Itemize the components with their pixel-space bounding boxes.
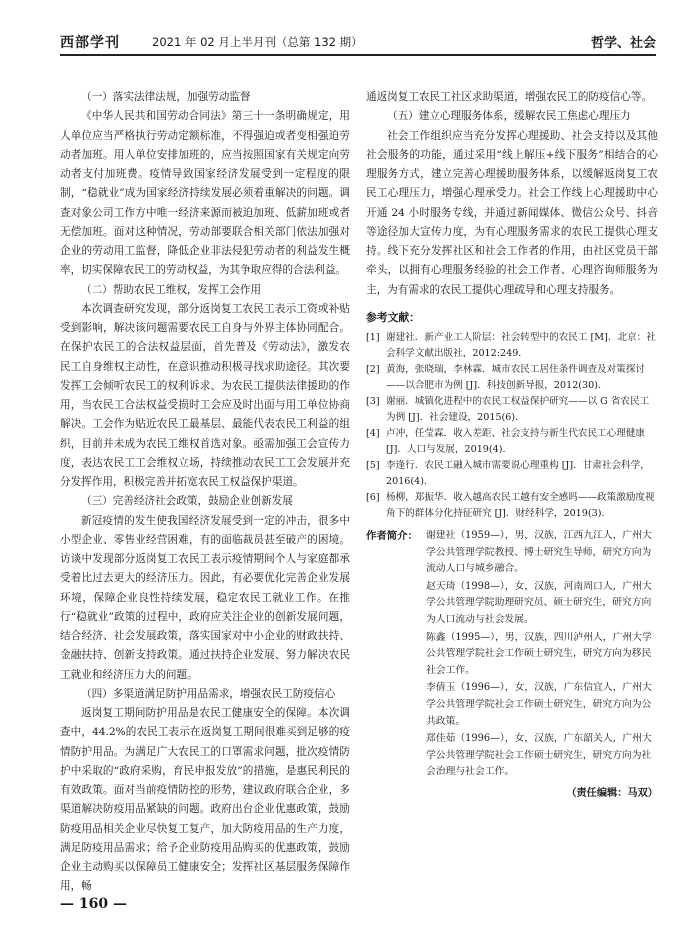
reference-number: [6]	[366, 492, 380, 503]
page-header	[60, 30, 656, 56]
subheading: （三）完善经济社会政策，鼓励企业创新发展	[81, 495, 293, 508]
subheading: （二）帮助农民工维权，发挥工会作用	[81, 283, 262, 296]
reference-text: 杨柳，郑振华．收入越高农民工越有安全感吗——政策激励度视角下的群体分化持征研究 [J]．财经科学，2019(3).	[386, 492, 655, 519]
paragraph: 新冠疫情的发生使我国经济发展受到一定的冲击，很多中小型企业、零售业经营困难，有的面临裁员甚至破产的困境。访谈中发现部分返岗复工农民工表示疫情期间个人与家庭都承受着比过去更大的经济压力。因此，有必要优化完善企业发展环境，保障企业良性持续发展，稳定农民工就业工作。在推行“稳就业”政策的过程中，政府应关注企业的创新发展问题，结合经济、社会发展政策，落实国家对中小企业的财政扶持、金融扶持、创新支持政策。通过扶持企业发展、努力解决农民工就业和经济压力大的问题。	[60, 514, 350, 681]
author-entry: 李倩玉（1996—），女，汉族，广东信宜人，广州大学公共管理学院社会工作硕士研究生，研究方向为公共政策。	[426, 682, 652, 727]
reference-item	[366, 490, 658, 522]
reference-text: 谢丽．城镇化进程中的农民工权益保护研究——以 G 省农民工为例 [J]．社会建设，2015(6).	[386, 396, 650, 423]
paragraph: 社会工作组织应当充分发挥心理援助、社会支持以及其他社会服务的功能，通过采用“线上解压+线下服务”相结合的心理服务方式，建立完善心理援助服务体系，以缓解返岗复工农民工心理压力，增强心理承受力。社会工作线上心理援助中心开通 24 小时服务专线，并通过新闻媒体、微信公众号、抖音等途径加大宣传力度，为有心理服务需求的农民工提供心理支持。线下充分发挥社区和社会工作者的作用，由社区党员干部牵头，以拥有心理服务经验的社会工作者、心理咨询师服务为主，为有需求的农民工提供心理疏导和心理支持服务。	[366, 129, 658, 296]
paragraph: 《中华人民共和国劳动合同法》第三十一条明确规定，用人单位应当严格执行劳动定额标准，不得强迫或者变相强迫劳动者加班。用人单位安排加班的，应当按照国家有关规定向劳动者支付加班费。疫情导致国家经济发展受到一定程度的限制，“稳就业”成为国家经济持续发展必须着重解决的问题。调查对象公司工作方中唯一经济来源而被迫加班、低薪加班或者无偿加班。面对这种情况，劳动部要联合相关部门依法加强对企业的劳动用工监督，降低企业非法侵犯劳动者的利益发生概率，切实保障农民工的劳动权益，为其争取应得的合法利益。	[60, 110, 350, 277]
reference-item	[366, 362, 658, 394]
section-name: 哲学、社会	[590, 36, 656, 51]
reference-item	[366, 458, 658, 490]
paragraph: 通返岗复工农民工社区求助渠道，增强农民工的防疫信心等。	[366, 91, 653, 103]
reference-item	[366, 330, 658, 362]
author-bios-list	[426, 528, 658, 782]
author-entry: 赵天琦（1998—），女，汉族，河南周口人，广州大学公共管理学院助理研究员、硕士研究生，研究方向为人口流动与社会发展。	[426, 580, 652, 625]
page-number: — 160 —	[60, 896, 127, 912]
reference-item	[366, 426, 658, 458]
reference-text: 黄海，张晓瑞，李林霖．城市农民工居住条件调查及对策探讨——以合肥市为例 [J]．科技创新导报，2012(30).	[386, 364, 646, 391]
journal-name: 西部学刊	[60, 35, 120, 51]
author-entry: 陈鑫（1995—），男，汉族，四川泸州人，广州大学公共管理学院社会工作硕士研究生，研究方向为移民社会工作。	[426, 631, 652, 676]
author-entry: 郑佳茹（1996—），女，汉族，广东韶关人，广州大学公共管理学院社会工作硕士研究生，研究方向为社会治理与社会工作。	[426, 733, 652, 778]
author-entry: 谢建社（1959—），男，汉族，江西九江人，广州大学公共管理学院教授、博士研究生导师，研究方向为流动人口与城乡融合。	[426, 530, 652, 575]
author-bios-label: 作者简介：	[366, 530, 418, 542]
reference-number: [1]	[366, 332, 380, 343]
right-column	[366, 88, 658, 803]
references-list	[366, 330, 658, 522]
reference-number: [3]	[366, 396, 380, 407]
responsible-editor: （责任编辑：马双）	[566, 787, 658, 799]
reference-text: 卢冲，任莹霖．收入差距、社会支持与新生代农民工心理健康 [J]．人口与发展，2019(4).	[386, 428, 646, 455]
paragraph: 返岗复工期间防护用品是农民工健康安全的保障。本次调查中，44.2%的农民工表示在返岗复工期间很难买到足够的疫情防护用品。为满足广大农民工的口罩需求问题，批次疫情防护中采取的“政府采购，育民申报发放”的措施，是惠民利民的有效政策。面对当前疫情防控的形势，建议政府联合企业，多渠道解决防疫用品紧缺的问题。政府出台企业优惠政策，鼓励防疫用品相关企业尽快复工复产，加大防疫用品的生产力度，满足防疫用品需求；给予企业防疫用品购买的优惠政策，鼓励企业主动购买以保障员工健康安全；发挥社区基层服务保障作用，畅	[60, 707, 350, 893]
reference-text: 李逢行．农民工融入城市需要说心理重构 [J]．甘肃社会科学，2016(4).	[386, 460, 650, 487]
subheading: （四）多渠道满足防护用品需求，增强农民工防疫信心	[81, 687, 336, 700]
reference-number: [2]	[366, 364, 380, 375]
references-title: 参考文献：	[366, 310, 420, 324]
author-bios	[366, 528, 658, 782]
reference-item	[366, 394, 658, 426]
subheading: （五）建立心理服务体系，缓解农民工焦虑心理压力	[387, 110, 631, 123]
paragraph: 本次调查研究发现，部分返岗复工农民工表示工资或补贴受到影响，解决该问题需要农民工自身与外界主体协同配合。在保护农民工的合法权益层面，首先普及《劳动法》，激发农民工自身维权主动性，在意识推动积极寻找求助途径。其次要发挥工会倾听农民工的权利诉求、为农民工提供法律援助的作用，当农民工合法权益受损时工会应及时出面与用工单位协商解决。工会作为贴近农民工最基层、最能代表农民工利益的组织，目前并未成为农民工维权首选对象。亟需加强工会宣传力度，表达农民工工会维权立场，持续推动农民工工会发展并充分发挥作用，积极完善并拓宽农民工权益保护渠道。	[60, 302, 350, 488]
issue-info: 2021 年 02 月上半月刊（总第 132 期）	[152, 35, 363, 49]
reference-text: 谢建社．新产业工人阶层：社会转型中的农民工 [M]．北京：社会科学文献出版社，2012:249.	[386, 332, 656, 359]
reference-number: [4]	[366, 428, 380, 439]
left-column	[60, 88, 350, 897]
reference-number: [5]	[366, 460, 380, 471]
subheading: （一）落实法律法规，加强劳动监督	[81, 91, 251, 103]
